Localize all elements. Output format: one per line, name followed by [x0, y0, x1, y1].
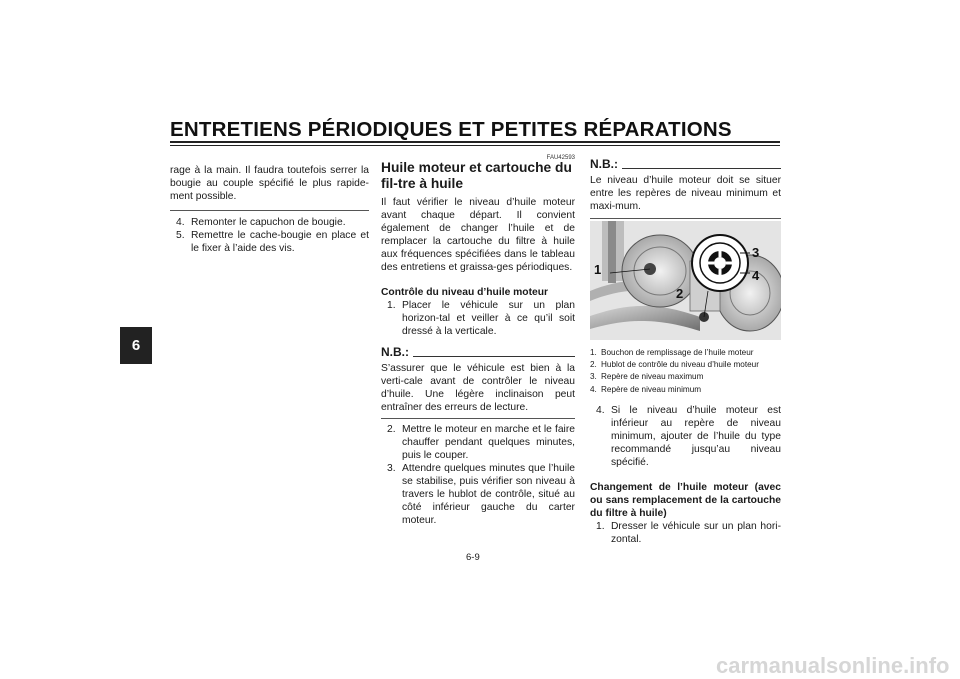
list-number: 3.	[387, 463, 396, 474]
page-header-title: ENTRETIENS PÉRIODIQUES ET PETITES RÉPARATIONS	[170, 118, 732, 141]
list-text: Si le niveau d’huile moteur est inférieur au repère de niveau minimum, ajouter de l’huile du type recommandé jusqu’au niveau spécifié.	[611, 405, 781, 468]
note-header	[381, 344, 575, 359]
note-text: S’assurer que le véhicule est bien à la verti-cale avant de contrôler le niveau d’huile. Une légère inclinaison peut entraîner des erreurs de lecture.	[381, 363, 575, 413]
list-text: Dresser le véhicule sur un plan hori-zontal.	[611, 521, 781, 545]
caption-item	[590, 347, 781, 359]
divider	[170, 210, 369, 211]
divider	[381, 418, 575, 419]
caption-text: Bouchon de remplissage de l’huile moteur	[601, 348, 754, 357]
list-item	[590, 404, 781, 469]
section-heading: Huile moteur et cartouche du fil-tre à huile	[381, 160, 572, 191]
note-rule	[622, 168, 781, 169]
caption-number: 2.	[590, 360, 597, 370]
note-header	[590, 156, 781, 171]
list-number: 2.	[387, 424, 396, 435]
list-item	[170, 229, 369, 255]
header-rule	[170, 141, 780, 143]
list-text: Mettre le moteur en marche et le faire chauffer pendant quelques minutes, puis le couper.	[402, 424, 575, 461]
site-watermark: carmanualsonline.info	[716, 653, 950, 678]
caption-text: Repère de niveau minimum	[601, 384, 702, 394]
divider	[590, 218, 781, 219]
page-number: 6-9	[466, 552, 480, 563]
list-text: Attendre quelques minutes que l’huile se stabilise, puis vérifier son niveau à travers le hublot de contrôle, situé au côté inférieur gauche du carter moteur.	[402, 463, 575, 526]
left-column	[170, 164, 369, 255]
caption-text: Repère de niveau maximum	[601, 372, 704, 382]
list-number: 1.	[596, 521, 605, 532]
right-column	[590, 156, 781, 219]
caption-number: 1.	[590, 348, 597, 357]
caption-number: 3.	[590, 372, 597, 382]
callout-4: 4	[752, 268, 760, 283]
section-code: FAU42593	[546, 155, 575, 161]
list-text: Remettre le cache-bougie en place et le fixer à l’aide des vis.	[191, 230, 369, 254]
figure-captions	[590, 347, 781, 396]
intro-paragraph: Il faut vérifier le niveau d’huile moteur avant chaque départ. Il convient également de changer l’huile et de remplacer la cartouche du filtre à huile aux fréquences spécifiées dans le tableau des entretiens et graissa-ges périodiques.	[381, 197, 575, 273]
note-rule	[413, 356, 575, 357]
list-number: 4.	[596, 405, 605, 416]
caption-item	[590, 384, 781, 396]
note-text: Le niveau d’huile moteur doit se situer entre les repères de niveau minimum et maxi-mum.	[590, 175, 781, 212]
list-number: 5.	[176, 230, 185, 241]
note-label: N.B.:	[381, 345, 409, 359]
subheading: Contrôle du niveau d’huile moteur	[381, 287, 549, 298]
list-item	[170, 216, 369, 229]
intro-paragraph: rage à la main. Il faudra toutefois serrer la bougie au couple spécifié le plus rapide-ment possible.	[170, 165, 369, 202]
engine-figure	[590, 221, 781, 340]
note-label: N.B.:	[590, 157, 618, 171]
chapter-tab: 6	[120, 327, 152, 364]
right-column-lower	[590, 404, 781, 546]
callout-1: 1	[594, 262, 602, 277]
list-text: Remonter le capuchon de bougie.	[191, 217, 346, 228]
subheading: Changement de l’huile moteur (avec ou sans remplacement de la cartouche du filtre à huile)	[590, 482, 781, 519]
caption-text: Hublot de contrôle du niveau d’huile moteur	[601, 360, 759, 370]
header-rule-thin	[170, 145, 780, 146]
callout-2: 2	[676, 286, 684, 301]
caption-number: 4.	[590, 384, 597, 394]
list-item	[381, 423, 575, 462]
list-text: Placer le véhicule sur un plan horizon-tal et veiller à ce qu’il soit dressé à la verticale.	[402, 300, 575, 337]
middle-column	[381, 152, 575, 527]
list-item	[590, 520, 781, 546]
list-item	[381, 462, 575, 527]
caption-item	[590, 359, 781, 371]
caption-item	[590, 371, 781, 383]
list-number: 4.	[176, 217, 185, 228]
list-item	[381, 299, 575, 338]
callout-3: 3	[752, 245, 760, 260]
list-number: 1.	[387, 300, 396, 311]
